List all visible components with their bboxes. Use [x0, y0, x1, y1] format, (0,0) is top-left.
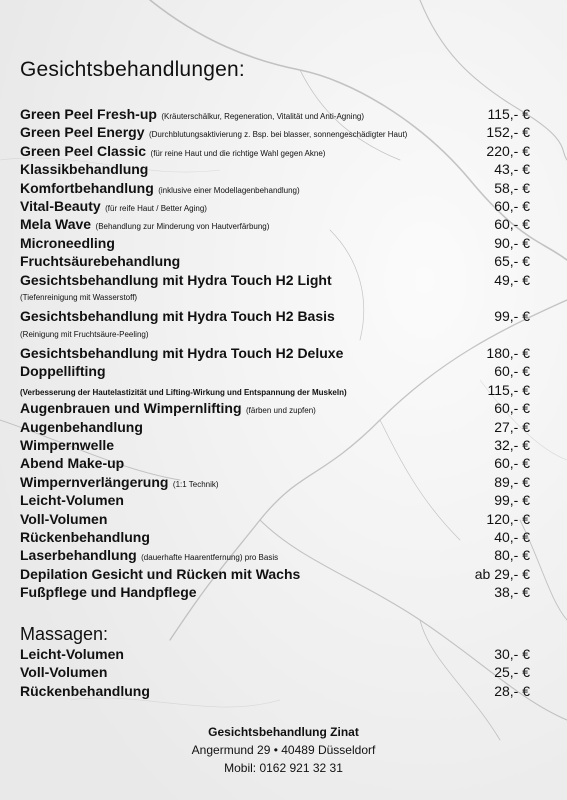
item-note: (für reife Haut / Better Aging) — [105, 203, 207, 213]
item-subnote: (Reinigung mit Fruchtsäure-Peeling) — [20, 329, 149, 339]
item-name: Gesichtsbehandlung mit Hydra Touch H2 Light — [20, 271, 332, 288]
item-name: Komfortbehandlung — [20, 179, 154, 196]
item-label — [20, 491, 124, 510]
item-note: (dauerhafte Haarentfernung) pro Basis — [141, 553, 279, 563]
list-item — [20, 583, 530, 601]
item-price: 65,- € — [494, 253, 530, 270]
item-price: 60,- € — [494, 455, 530, 472]
list-item — [20, 399, 530, 417]
item-name: Mela Wave — [20, 216, 92, 233]
item-price: 60,- € — [494, 197, 530, 214]
list-item — [20, 436, 530, 454]
item-name: Fußpflege und Handpflege — [20, 584, 197, 601]
item-note: (färben und zupfen) — [245, 406, 316, 416]
item-name: Green Peel Fresh-up — [20, 106, 157, 122]
list-item — [20, 344, 530, 362]
list-item — [20, 491, 530, 509]
address: Angermund 29 • 40489 Düsseldorf — [191, 743, 376, 757]
item-price: 28,- € — [494, 682, 530, 699]
list-item — [20, 307, 530, 325]
list-item — [20, 142, 530, 160]
item-label — [20, 271, 332, 290]
page-title: Gesichtsbehandlungen: — [20, 58, 245, 81]
item-label — [20, 436, 114, 455]
item-label — [20, 418, 143, 437]
item-label — [20, 663, 107, 682]
item-name: Depilation Gesicht und Rücken mit Wachs — [20, 565, 301, 582]
business-name: Gesichtsbehandlung Zinat — [208, 725, 359, 739]
list-item — [20, 179, 530, 197]
list-item — [20, 663, 530, 681]
item-name: Gesichtsbehandlung mit Hydra Touch H2 Deluxe — [20, 345, 344, 362]
list-item — [20, 645, 530, 663]
list-item-subnote — [20, 326, 530, 344]
item-subnote: (Tiefenreinigung mit Wasserstoff) — [20, 292, 138, 302]
item-name: Microneedling — [20, 234, 115, 251]
item-label — [20, 160, 148, 179]
list-item — [20, 362, 530, 380]
item-name: Augenbehandlung — [20, 418, 143, 435]
item-note: (Verbesserung der Hautelastizität und Lifting-Wirkung und Entspannung der Muskeln) — [20, 387, 347, 397]
item-label — [20, 645, 124, 664]
item-name: Rückenbehandlung — [20, 682, 150, 699]
item-note: (Kräuterschälkur, Regeneration, Vitalität und Anti-Agning) — [161, 112, 365, 121]
item-price: 40,- € — [494, 528, 530, 545]
item-label — [20, 583, 197, 602]
item-price: 27,- € — [494, 418, 530, 435]
item-price: 99,- € — [494, 492, 530, 509]
item-price: 90,- € — [494, 234, 530, 251]
list-item — [20, 528, 530, 546]
item-name: Green Peel Classic — [20, 142, 147, 159]
item-price: 58,- € — [494, 179, 530, 196]
item-name: Voll-Volumen — [20, 510, 108, 527]
list-item — [20, 682, 530, 700]
item-name: Fruchtsäurebehandlung — [20, 253, 181, 270]
massage-title: Massagen: — [20, 624, 109, 644]
item-label — [20, 362, 106, 381]
item-label — [20, 344, 343, 363]
item-name: Green Peel Energy — [20, 124, 145, 141]
list-item — [20, 454, 530, 472]
item-name: Leicht-Volumen — [20, 646, 124, 662]
item-name: Gesichtsbehandlung mit Hydra Touch H2 Basis — [20, 308, 335, 325]
item-price: 99,- € — [494, 308, 530, 325]
item-name: Doppellifting — [20, 363, 106, 380]
item-note: (inklusive einer Modellagenbehandlung) — [158, 185, 300, 195]
item-name: Vital-Beauty — [20, 197, 101, 214]
list-item — [20, 271, 530, 289]
item-price: 115,- € — [487, 106, 530, 122]
item-name: Laserbehandlung — [20, 547, 137, 564]
item-price: 80,- € — [494, 547, 530, 564]
item-name: Rückenbehandlung — [20, 528, 150, 545]
list-item — [20, 381, 530, 399]
item-name: Voll-Volumen — [20, 664, 108, 681]
item-price: 60,- € — [494, 400, 530, 417]
footer — [0, 723, 567, 777]
item-note: (1:1 Technik) — [172, 479, 219, 489]
item-label — [20, 510, 107, 529]
item-price: 115,- € — [487, 381, 530, 398]
massage-list — [20, 645, 530, 700]
list-item-subnote — [20, 289, 530, 307]
item-label — [20, 252, 180, 271]
item-price: ab 29,- € — [474, 565, 530, 582]
list-item — [20, 105, 530, 123]
item-note: (Behandlung zur Minderung von Hautverfärbung) — [95, 222, 270, 232]
item-price: 38,- € — [494, 584, 530, 601]
list-item — [20, 565, 530, 583]
item-name: Wimpernwelle — [20, 437, 115, 454]
item-price: 120,- € — [486, 510, 530, 527]
item-label — [20, 528, 150, 547]
list-item — [20, 510, 530, 528]
item-price: 89,- € — [494, 473, 530, 490]
item-name: Wimpernverlängerung — [20, 473, 169, 490]
item-price: 180,- € — [486, 345, 530, 362]
item-price: 60,- € — [494, 216, 530, 233]
treatment-list — [20, 105, 530, 602]
item-label — [20, 234, 115, 253]
item-name: Abend Make-up — [20, 455, 125, 472]
item-name: Klassikbehandlung — [20, 161, 149, 178]
item-label — [20, 307, 335, 326]
item-label — [20, 565, 300, 584]
item-name: Augenbrauen und Wimpernlifting — [20, 400, 242, 417]
item-price: 32,- € — [494, 437, 530, 454]
list-item — [20, 215, 530, 233]
item-note: (Durchblutungsaktivierung z. Bsp. bei blasser, sonnengeschädigter Haut) — [148, 130, 408, 140]
item-price: 152,- € — [486, 124, 530, 141]
item-price: 30,- € — [494, 646, 530, 662]
list-item — [20, 123, 530, 141]
item-name: Leicht-Volumen — [20, 492, 124, 509]
item-label — [20, 454, 124, 473]
phone: Mobil: 0162 921 32 31 — [224, 761, 343, 775]
item-label — [20, 682, 150, 701]
list-item — [20, 234, 530, 252]
item-price: 25,- € — [494, 664, 530, 681]
item-note: (für reine Haut und die richtige Wahl gegen Akne) — [150, 148, 326, 158]
item-price: 49,- € — [494, 271, 530, 288]
item-price: 220,- € — [486, 142, 530, 159]
list-item — [20, 546, 530, 564]
item-price: 43,- € — [494, 161, 530, 178]
list-item — [20, 473, 530, 491]
item-price: 60,- € — [494, 363, 530, 380]
list-item — [20, 252, 530, 270]
